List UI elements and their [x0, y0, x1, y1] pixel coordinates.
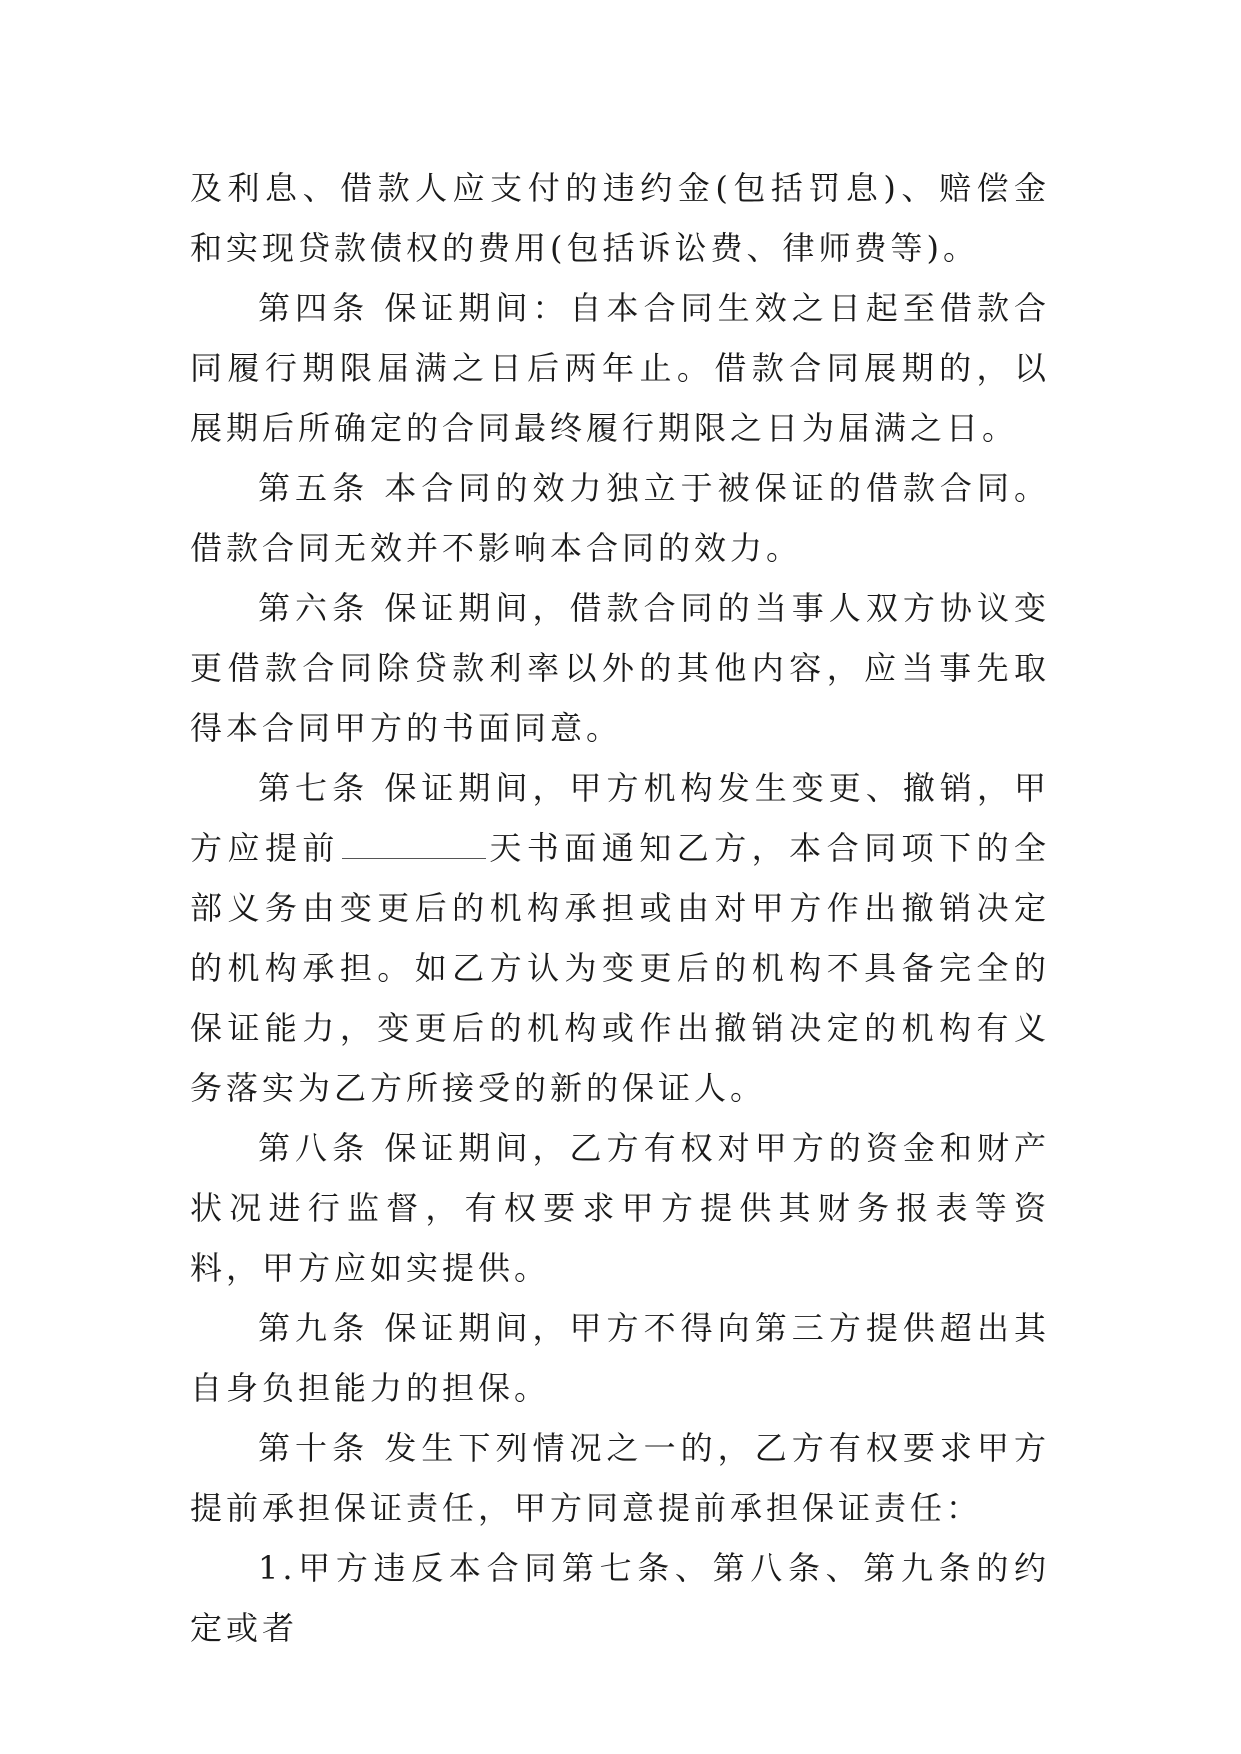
paragraph-item-1: 1.甲方违反本合同第七条、第八条、第九条的约定或者	[190, 1549, 1050, 1647]
paragraph-article-8: 第八条 保证期间，乙方有权对甲方的资金和财产状况进行监督，有权要求甲方提供其财务报表等资料，甲方应如实提供。	[190, 1129, 1050, 1287]
paragraph-article-9: 第九条 保证期间，甲方不得向第三方提供超出其自身负担能力的担保。	[190, 1309, 1050, 1407]
paragraph-continuation: 及利息、借款人应支付的违约金(包括罚息)、赔偿金和实现贷款债权的费用(包括诉讼费、律师费等)。	[190, 169, 1050, 267]
fill-in-blank	[342, 832, 486, 859]
article-7-text-after-blank: 天书面通知乙方，本合同项下的全部义务由变更后的机构承担或由对甲方作出撤销决定 的机构承担。如乙方认为变更后的机构不具备完全的保证能力，变更后的机构或作出撤销决定的机构有义务落实为乙方所接受的新的保证人。	[190, 829, 1050, 1107]
paragraph-article-4: 第四条 保证期间：自本合同生效之日起至借款合同履行期限届满之日后两年止。借款合同展期的，以展期后所确定的合同最终履行期限之日为届满之日。	[190, 289, 1050, 447]
article-7-text-before-blank: 第七条 保证期间，甲方机构发生变更、撤销，甲方应提前	[190, 769, 1050, 867]
paragraph-article-6: 第六条 保证期间，借款合同的当事人双方协议变更借款合同除贷款利率以外的其他内容，应当事先取得本合同甲方的书面同意。	[190, 589, 1050, 747]
paragraph-article-5: 第五条 本合同的效力独立于被保证的借款合同。借款合同无效并不影响本合同的效力。	[190, 469, 1050, 567]
paragraph-article-7	[190, 758, 1050, 1118]
document-body	[190, 158, 1050, 1658]
paragraph-article-10: 第十条 发生下列情况之一的，乙方有权要求甲方提前承担保证责任，甲方同意提前承担保证责任：	[190, 1429, 1050, 1527]
